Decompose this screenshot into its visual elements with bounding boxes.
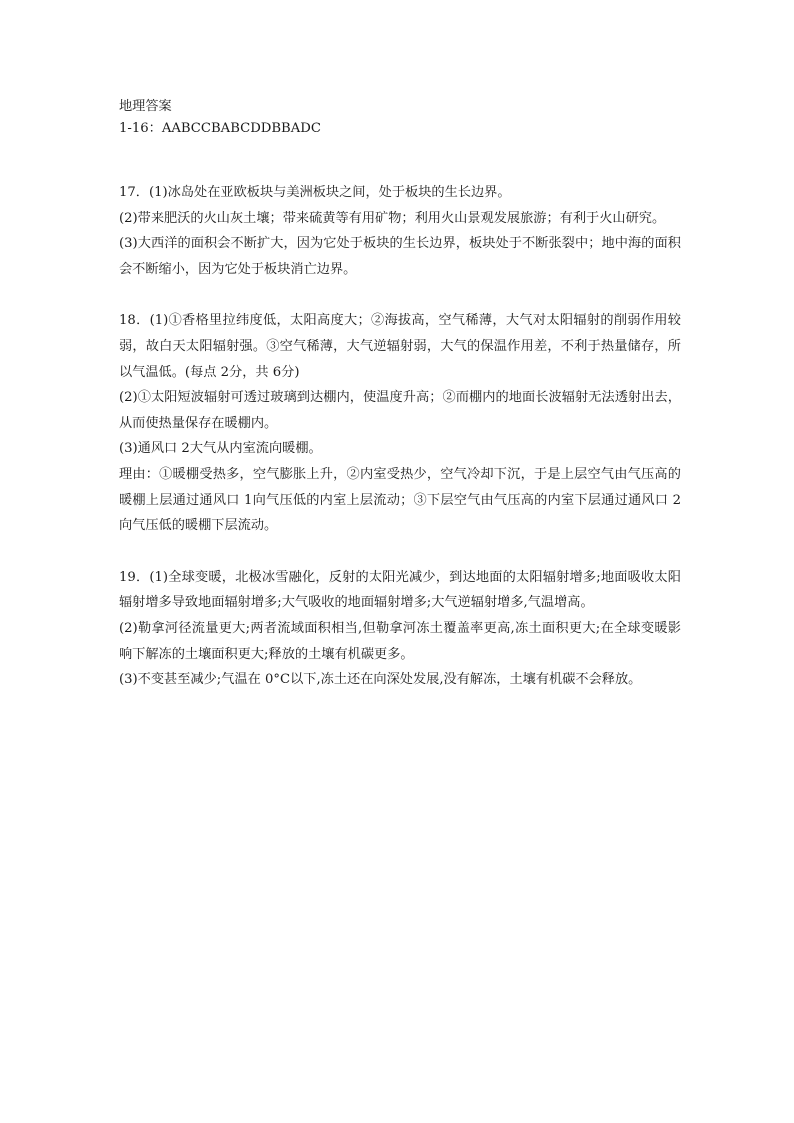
q19-part2: (2)勒拿河径流量更大;两者流域面积相当,但勒拿河冻土覆盖率更高,冻土面积更大;在全球变暖影响下解冻的土壤面积更大;释放的土壤有机碳更多。 <box>119 620 681 662</box>
q17-part2: (2)带来肥沃的火山灰土壤；带来硫黄等有用矿物；利用火山景观发展旅游；有利于火山研究。 <box>119 210 666 226</box>
spacer <box>119 140 681 180</box>
question-19 <box>119 565 681 693</box>
spacer <box>119 539 681 565</box>
q18-part2: (2)①太阳短波辐射可透过玻璃到达棚内，使温度升高；②而棚内的地面长波辐射无法透射出去，从而使热量保存在暖棚内。 <box>119 390 681 431</box>
spacer <box>119 282 681 308</box>
question-17 <box>119 180 681 282</box>
q18-part3: (3)通风口 2大气从内室流向暖棚。 <box>119 441 322 457</box>
answer-content <box>119 96 681 693</box>
q18-reason: 理由：①暖棚受热多，空气膨胀上升，②内室受热少，空气冷却下沉，于是上层空气由气压高的暖棚上层通过通风口 1向气压低的内室上层流动；③下层空气由气压高的内室下层通过通风口 2向气压低的暖棚下层流动。 <box>119 466 681 534</box>
question-18 <box>119 308 681 538</box>
q18-part1: 18．(1)①香格里拉纬度低，太阳高度大；②海拔高，空气稀薄，大气对太阳辐射的削弱作用较弱，故白天太阳辐射强。③空气稀薄，大气逆辐射弱，大气的保温作用差，不利于热量储存，所以气温低。(每点 2分，共 6分) <box>119 313 681 380</box>
q19-part3: (3)不变甚至减少;气温在 0°C以下,冻土还在向深处发展,没有解冻，土壤有机碳不会释放。 <box>119 672 642 688</box>
q17-part3: (3)大西洋的面积会不断扩大，因为它处于板块的生长边界，板块处于不断张裂中；地中海的面积会不断缩小，因为它处于板块消亡边界。 <box>119 236 681 277</box>
multiple-choice-answers: 1-16：AABCCBABCDDBBADC <box>119 121 321 136</box>
q17-part1: 17．(1)冰岛处在亚欧板块与美洲板块之间，处于板块的生长边界。 <box>119 185 511 200</box>
q19-part1: 19．(1)全球变暖，北极冰雪融化，反射的太阳光减少，到达地面的太阳辐射增多;地面吸收太阳辐射增多导致地面辐射增多;大气吸收的地面辐射增多;大气逆辐射增多,气温增高。 <box>119 569 681 611</box>
document-title: 地理答案 <box>119 99 172 114</box>
